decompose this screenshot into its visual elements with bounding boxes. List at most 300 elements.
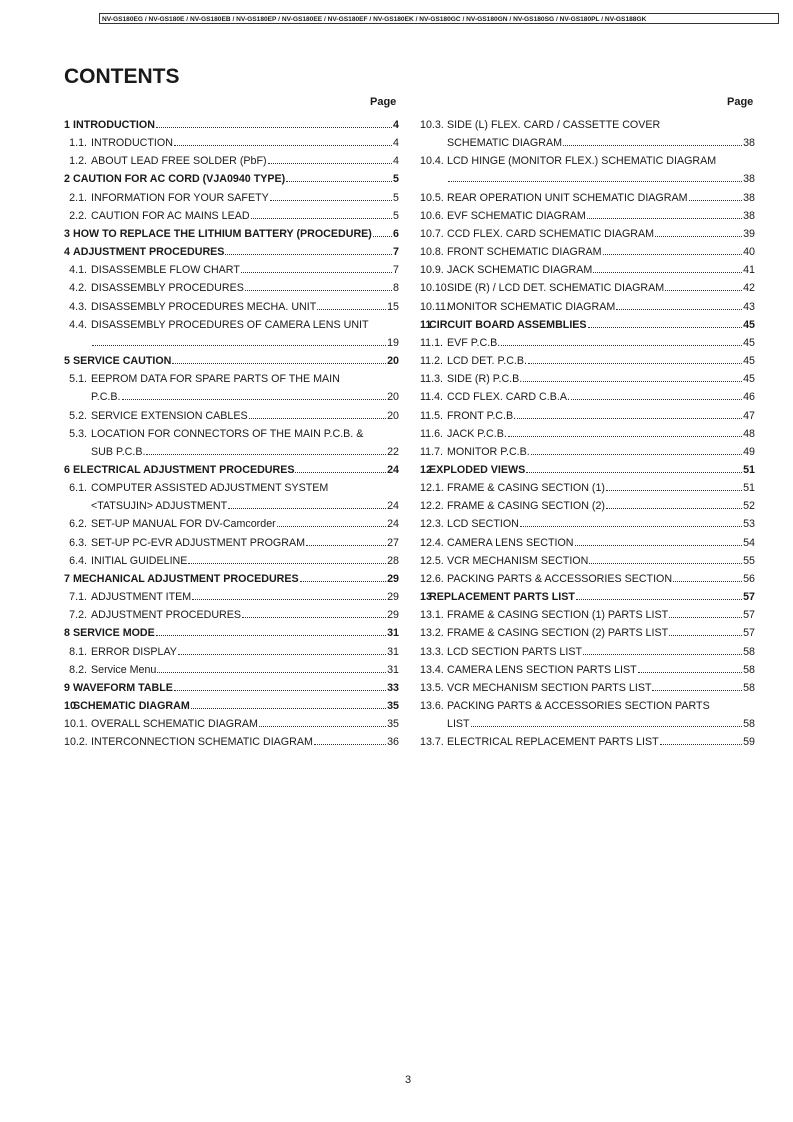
toc-line-continued <box>420 170 755 188</box>
toc-number: 11 <box>420 318 432 331</box>
dot-leader <box>251 218 392 219</box>
dot-leader <box>191 708 386 709</box>
toc-number: 10 <box>64 700 76 712</box>
model-list-header: NV-GS180EG / NV-GS180E / NV-GS180EB / NV-GS180EP / NV-GS180EE / NV-GS180EF / NV-GS180EK / NV-GS180GC / NV-GS180GN / NV-GS180SG / NV-GS180PL / NV-GS188GK <box>99 13 779 24</box>
toc-line <box>420 552 755 570</box>
toc-section-entry[interactable] <box>420 152 755 188</box>
toc-line <box>420 534 755 552</box>
dot-leader <box>603 254 743 255</box>
toc-section-entry[interactable] <box>420 497 755 515</box>
toc-number: 13.3. <box>420 645 444 658</box>
toc-chapter-entry[interactable] <box>420 316 755 334</box>
toc-title: FRONT SCHEMATIC DIAGRAM <box>447 246 602 259</box>
toc-chapter-entry[interactable] <box>420 588 755 606</box>
toc-section-entry[interactable] <box>420 661 755 679</box>
dot-leader <box>317 309 386 310</box>
toc-page-number: 20 <box>387 355 399 368</box>
toc-title: REAR OPERATION UNIT SCHEMATIC DIAGRAM <box>447 191 688 204</box>
toc-page-number: 24 <box>387 463 399 476</box>
toc-page-number: 36 <box>387 736 399 749</box>
toc-number: 2.2. <box>69 209 87 222</box>
toc-number: 10.6. <box>420 209 444 222</box>
toc-title: SCHEMATIC DIAGRAM <box>73 700 190 712</box>
dot-leader <box>156 127 392 128</box>
dot-leader <box>531 454 742 455</box>
toc-number: 8.2. <box>69 663 87 676</box>
toc-number: 5.3. <box>69 427 87 440</box>
dot-leader <box>606 508 742 509</box>
toc-section-entry[interactable] <box>64 515 399 533</box>
toc-line <box>64 461 399 479</box>
toc-number: 10.9. <box>420 264 444 277</box>
toc-section-entry[interactable] <box>420 733 755 751</box>
toc-number: 1.1. <box>69 137 87 150</box>
dot-leader <box>593 272 742 273</box>
toc-number: 9 <box>64 681 70 694</box>
toc-section-entry[interactable] <box>64 370 399 406</box>
toc-page-number: 7 <box>393 264 399 277</box>
dot-leader <box>277 526 386 527</box>
toc-title: PACKING PARTS & ACCESSORIES SECTION PARTS <box>447 700 710 712</box>
toc-section-entry[interactable] <box>64 407 399 425</box>
toc-section-entry[interactable] <box>64 479 399 515</box>
toc-number: 2 <box>64 173 70 186</box>
toc-number: 12.2. <box>420 500 444 513</box>
dot-leader <box>508 436 742 437</box>
dot-leader <box>501 345 742 346</box>
toc-title-continued: SCHEMATIC DIAGRAM <box>447 137 562 150</box>
toc-section-entry[interactable] <box>64 298 399 316</box>
toc-title: SERVICE CAUTION <box>73 355 172 368</box>
toc-number: 10.2. <box>64 736 88 749</box>
toc-number: 3 <box>64 227 70 240</box>
toc-section-entry[interactable] <box>420 207 755 225</box>
dot-leader <box>689 200 743 201</box>
toc-number: 12 <box>420 463 432 476</box>
toc-line <box>420 189 755 207</box>
toc-line <box>420 661 755 679</box>
toc-page-number: 57 <box>743 627 755 640</box>
toc-chapter-entry[interactable] <box>64 225 399 243</box>
dot-leader <box>242 617 386 618</box>
toc-line <box>420 316 755 334</box>
toc-title-continued: <TATSUJIN> ADJUSTMENT <box>91 500 228 513</box>
toc-line <box>420 697 755 715</box>
toc-section-entry[interactable] <box>64 661 399 679</box>
dot-leader <box>571 399 742 400</box>
toc-page-number: 31 <box>387 627 399 640</box>
toc-page-number: 24 <box>387 518 399 531</box>
toc-line <box>420 425 755 443</box>
toc-title: LCD DET. P.C.B. <box>447 355 527 368</box>
toc-title: FRAME & CASING SECTION (2) PARTS LIST <box>447 627 669 640</box>
toc-line <box>64 207 399 225</box>
toc-line-continued <box>420 715 755 733</box>
toc-section-entry[interactable] <box>420 624 755 642</box>
toc-line <box>64 733 399 751</box>
toc-chapter-entry[interactable] <box>64 243 399 261</box>
toc-line <box>64 152 399 170</box>
dot-leader <box>122 399 387 400</box>
toc-section-entry[interactable] <box>420 261 755 279</box>
toc-line <box>420 606 755 624</box>
toc-line <box>64 261 399 279</box>
toc-line <box>420 733 755 751</box>
toc-section-entry[interactable] <box>420 407 755 425</box>
toc-number: 11.3. <box>420 373 443 386</box>
toc-title: REPLACEMENT PARTS LIST <box>429 591 575 604</box>
toc-line <box>420 116 755 134</box>
dot-leader <box>526 472 742 473</box>
toc-line-continued <box>420 134 755 152</box>
toc-line <box>64 552 399 570</box>
toc-page-number: 4 <box>393 137 399 150</box>
toc-section-entry[interactable] <box>420 679 755 697</box>
toc-line <box>420 243 755 261</box>
toc-section-entry[interactable] <box>420 443 755 461</box>
toc-line-continued <box>64 334 399 352</box>
dot-leader <box>660 744 742 745</box>
dot-leader <box>606 490 742 491</box>
toc-title: MECHANICAL ADJUSTMENT PROCEDURES <box>73 572 299 585</box>
toc-title-continued: SUB P.C.B. <box>91 445 146 458</box>
toc-line <box>64 479 399 497</box>
toc-line-continued <box>64 443 399 461</box>
toc-page-number: 28 <box>387 554 399 567</box>
toc-title: DISASSEMBLY PROCEDURES MECHA. UNIT <box>91 300 317 313</box>
toc-page-number: 57 <box>743 591 755 604</box>
toc-number: 10.11. <box>420 300 449 313</box>
toc-section-entry[interactable] <box>420 697 755 733</box>
toc-page-number: 33 <box>387 681 399 694</box>
toc-title-continued: P.C.B. <box>91 391 121 404</box>
toc-line <box>64 225 399 243</box>
dot-leader <box>563 145 742 146</box>
toc-chapter-entry[interactable] <box>64 116 399 134</box>
toc-page-number: 35 <box>387 700 399 712</box>
toc-line <box>420 407 755 425</box>
toc-page-number: 5 <box>393 209 399 222</box>
dot-leader <box>665 290 742 291</box>
toc-section-entry[interactable] <box>420 225 755 243</box>
toc-section-entry[interactable] <box>420 334 755 352</box>
toc-number: 1.2. <box>69 155 87 168</box>
toc-section-entry[interactable] <box>64 279 399 297</box>
toc-line <box>64 134 399 152</box>
dot-leader <box>314 744 386 745</box>
dot-leader <box>575 545 743 546</box>
toc-title: LOCATION FOR CONNECTORS OF THE MAIN P.C.B. & <box>91 427 364 440</box>
toc-line <box>64 570 399 588</box>
toc-title: ADJUSTMENT PROCEDURES <box>73 246 225 259</box>
toc-line <box>64 298 399 316</box>
toc-line <box>420 515 755 533</box>
toc-title: FRAME & CASING SECTION (1) <box>447 482 605 495</box>
toc-column-right <box>420 116 755 751</box>
toc-page-number: 41 <box>743 264 755 277</box>
dot-leader <box>471 726 743 727</box>
toc-title: PACKING PARTS & ACCESSORIES SECTION <box>447 572 673 585</box>
toc-line <box>420 624 755 642</box>
toc-number: 10.10. <box>420 282 450 295</box>
toc-section-entry[interactable] <box>64 425 399 461</box>
toc-title: FRAME & CASING SECTION (1) PARTS LIST <box>447 609 669 622</box>
toc-number: 13.1. <box>420 609 444 622</box>
dot-leader <box>520 526 742 527</box>
dot-leader <box>249 418 387 419</box>
toc-page-number: 43 <box>743 300 755 313</box>
toc-line <box>64 370 399 388</box>
toc-title: ADJUSTMENT ITEM <box>91 591 192 604</box>
toc-title: INTERCONNECTION SCHEMATIC DIAGRAM <box>91 736 313 749</box>
toc-title: CAUTION FOR AC CORD (VJA0940 TYPE) <box>73 173 286 186</box>
toc-chapter-entry[interactable] <box>64 352 399 370</box>
toc-number: 11.4. <box>420 391 443 404</box>
dot-leader <box>523 381 742 382</box>
dot-leader <box>295 472 386 473</box>
page-column-label-right: Page <box>727 96 754 108</box>
toc-page-number: 15 <box>387 300 399 313</box>
dot-leader <box>669 617 742 618</box>
toc-chapter-entry[interactable] <box>64 679 399 697</box>
toc-title: DISASSEMBLY PROCEDURES <box>91 282 244 295</box>
dot-leader <box>673 581 742 582</box>
dot-leader <box>669 635 742 636</box>
toc-section-entry[interactable] <box>420 189 755 207</box>
toc-page-number: 5 <box>393 173 399 186</box>
toc-line <box>420 679 755 697</box>
toc-title: INFORMATION FOR YOUR SAFETY <box>91 191 269 204</box>
toc-section-entry[interactable] <box>64 316 399 352</box>
toc-page-number: 40 <box>743 246 755 259</box>
toc-title: OVERALL SCHEMATIC DIAGRAM <box>91 718 258 731</box>
toc-section-entry[interactable] <box>420 352 755 370</box>
dot-leader <box>225 254 392 255</box>
toc-chapter-entry[interactable] <box>420 461 755 479</box>
toc-line <box>64 715 399 733</box>
toc-number: 4.3. <box>69 300 87 313</box>
toc-line <box>64 588 399 606</box>
toc-chapter-entry[interactable] <box>64 570 399 588</box>
toc-title: INTRODUCTION <box>91 137 173 150</box>
dot-leader <box>268 163 392 164</box>
toc-section-entry[interactable] <box>420 279 755 297</box>
toc-section-entry[interactable] <box>420 552 755 570</box>
dot-leader <box>245 290 392 291</box>
toc-number: 8.1. <box>69 645 87 658</box>
dot-leader <box>300 581 386 582</box>
dot-leader <box>638 672 742 673</box>
toc-chapter-entry[interactable] <box>64 624 399 642</box>
toc-number: 13.5. <box>420 681 444 694</box>
toc-page-number: 35 <box>387 718 399 731</box>
toc-number: 2.1. <box>69 191 87 204</box>
toc-section-entry[interactable] <box>64 588 399 606</box>
toc-title: CCD FLEX. CARD C.B.A. <box>447 391 570 404</box>
toc-section-entry[interactable] <box>64 152 399 170</box>
toc-title: ELECTRICAL ADJUSTMENT PROCEDURES <box>73 463 295 476</box>
toc-title: COMPUTER ASSISTED ADJUSTMENT SYSTEM <box>91 482 329 495</box>
toc-number: 7 <box>64 572 70 585</box>
toc-chapter-entry[interactable] <box>64 170 399 188</box>
toc-title: MONITOR P.C.B. <box>447 445 530 458</box>
toc-section-entry[interactable] <box>420 606 755 624</box>
toc-number: 12.4. <box>420 536 444 549</box>
toc-page-number: 58 <box>743 645 755 658</box>
dot-leader <box>259 726 386 727</box>
toc-line <box>64 352 399 370</box>
toc-section-entry[interactable] <box>64 261 399 279</box>
dot-leader <box>192 599 386 600</box>
toc-title: SET-UP MANUAL FOR DV-Camcorder <box>91 518 276 531</box>
toc-page-number: 56 <box>743 572 755 585</box>
toc-line <box>64 697 399 715</box>
toc-page-number: 29 <box>387 609 399 622</box>
dot-leader <box>373 236 392 237</box>
toc-page-number: 6 <box>393 227 399 240</box>
toc-title: HOW TO REPLACE THE LITHIUM BATTERY (PROCEDURE) <box>73 227 372 240</box>
toc-number: 11.2. <box>420 355 443 368</box>
toc-number: 6.4. <box>69 554 87 567</box>
toc-section-entry[interactable] <box>64 207 399 225</box>
toc-line <box>64 643 399 661</box>
toc-title: EVF SCHEMATIC DIAGRAM <box>447 209 586 222</box>
toc-section-entry[interactable] <box>64 134 399 152</box>
dot-leader <box>587 218 742 219</box>
toc-page-number: 51 <box>743 463 755 476</box>
toc-line <box>64 534 399 552</box>
toc-title: CCD FLEX. CARD SCHEMATIC DIAGRAM <box>447 227 655 240</box>
toc-section-entry[interactable] <box>420 425 755 443</box>
toc-page-number: 46 <box>743 391 755 404</box>
toc-section-entry[interactable] <box>420 243 755 261</box>
toc-line <box>64 425 399 443</box>
toc-number: 7.2. <box>69 609 87 622</box>
toc-title: EXPLODED VIEWS <box>429 463 526 476</box>
toc-number: 6.3. <box>69 536 87 549</box>
toc-section-entry[interactable] <box>64 552 399 570</box>
toc-title: ABOUT LEAD FREE SOLDER (PbF) <box>91 155 267 168</box>
toc-section-entry[interactable] <box>420 515 755 533</box>
dot-leader <box>655 236 742 237</box>
toc-page-number: 31 <box>387 663 399 676</box>
toc-section-entry[interactable] <box>420 570 755 588</box>
toc-section-entry[interactable] <box>64 733 399 751</box>
toc-line <box>420 497 755 515</box>
toc-page-number: 48 <box>743 427 755 440</box>
toc-chapter-entry[interactable] <box>64 697 399 715</box>
toc-line <box>420 225 755 243</box>
toc-line <box>420 261 755 279</box>
dot-leader <box>576 599 742 600</box>
page-number: 3 <box>404 1074 412 1086</box>
toc-line <box>420 334 755 352</box>
dot-leader <box>188 563 386 564</box>
toc-number: 10.3. <box>420 119 444 131</box>
toc-title: JACK P.C.B. <box>447 427 507 440</box>
dot-leader <box>270 200 392 201</box>
toc-line <box>420 370 755 388</box>
toc-chapter-entry[interactable] <box>64 461 399 479</box>
toc-title: FRAME & CASING SECTION (2) <box>447 500 605 513</box>
toc-section-entry[interactable] <box>64 534 399 552</box>
toc-number: 4.2. <box>69 282 87 295</box>
toc-section-entry[interactable] <box>64 189 399 207</box>
toc-title: SIDE (L) FLEX. CARD / CASSETTE COVER <box>447 119 661 131</box>
toc-page-number: 29 <box>387 572 399 585</box>
toc-title: INITIAL GUIDELINE <box>91 554 188 567</box>
toc-page-number: 53 <box>743 518 755 531</box>
toc-number: 12.6. <box>420 572 444 585</box>
toc-number: 11.6. <box>420 427 443 440</box>
toc-number: 5.1. <box>69 373 87 386</box>
toc-number: 5.2. <box>69 409 87 422</box>
toc-title: SET-UP PC-EVR ADJUSTMENT PROGRAM <box>91 536 305 549</box>
toc-title: VCR MECHANISM SECTION <box>447 554 589 567</box>
toc-section-entry[interactable] <box>420 116 755 152</box>
toc-number: 6.1. <box>69 482 87 495</box>
toc-page-number: 59 <box>743 736 755 749</box>
toc-page-number: 45 <box>743 336 755 349</box>
toc-line <box>420 152 755 170</box>
toc-section-entry[interactable] <box>64 643 399 661</box>
toc-title: LCD HINGE (MONITOR FLEX.) SCHEMATIC DIAGRAM <box>447 155 717 168</box>
toc-column-left <box>64 116 399 751</box>
toc-page-number: 5 <box>393 191 399 204</box>
toc-line <box>64 243 399 261</box>
toc-title: JACK SCHEMATIC DIAGRAM <box>447 264 593 277</box>
dot-leader <box>448 181 742 182</box>
toc-line <box>64 661 399 679</box>
toc-number: 4.1. <box>69 264 87 277</box>
toc-line <box>64 407 399 425</box>
toc-section-entry[interactable] <box>64 606 399 624</box>
toc-section-entry[interactable] <box>420 298 755 316</box>
toc-number: 11.1. <box>420 336 443 349</box>
toc-line <box>420 570 755 588</box>
toc-line <box>64 515 399 533</box>
dot-leader <box>588 327 743 328</box>
dot-leader <box>589 563 742 564</box>
toc-line <box>64 279 399 297</box>
toc-section-entry[interactable] <box>420 388 755 406</box>
toc-title: CAUTION FOR AC MAINS LEAD <box>91 209 250 222</box>
toc-line <box>64 679 399 697</box>
toc-number: 13.2. <box>420 627 444 640</box>
toc-page-number: 4 <box>393 119 399 131</box>
toc-line <box>64 606 399 624</box>
toc-page-number: 22 <box>387 445 399 458</box>
toc-page-number: 45 <box>743 318 755 331</box>
toc-title: SIDE (R) / LCD DET. SCHEMATIC DIAGRAM <box>447 282 665 295</box>
toc-line <box>420 443 755 461</box>
toc-section-entry[interactable] <box>420 643 755 661</box>
toc-line <box>64 624 399 642</box>
toc-title: SERVICE EXTENSION CABLES <box>91 409 248 422</box>
toc-number: 12.1. <box>420 482 444 495</box>
toc-title: ELECTRICAL REPLACEMENT PARTS LIST <box>447 736 659 749</box>
toc-title: WAVEFORM TABLE <box>73 681 173 694</box>
toc-section-entry[interactable] <box>420 370 755 388</box>
toc-page-number: 55 <box>743 554 755 567</box>
dot-leader <box>156 635 386 636</box>
toc-title: MONITOR SCHEMATIC DIAGRAM <box>447 300 616 313</box>
toc-page-number: 38 <box>743 191 755 204</box>
toc-section-entry[interactable] <box>64 715 399 733</box>
toc-section-entry[interactable] <box>420 479 755 497</box>
toc-section-entry[interactable] <box>420 534 755 552</box>
toc-title: SERVICE MODE <box>73 627 155 640</box>
